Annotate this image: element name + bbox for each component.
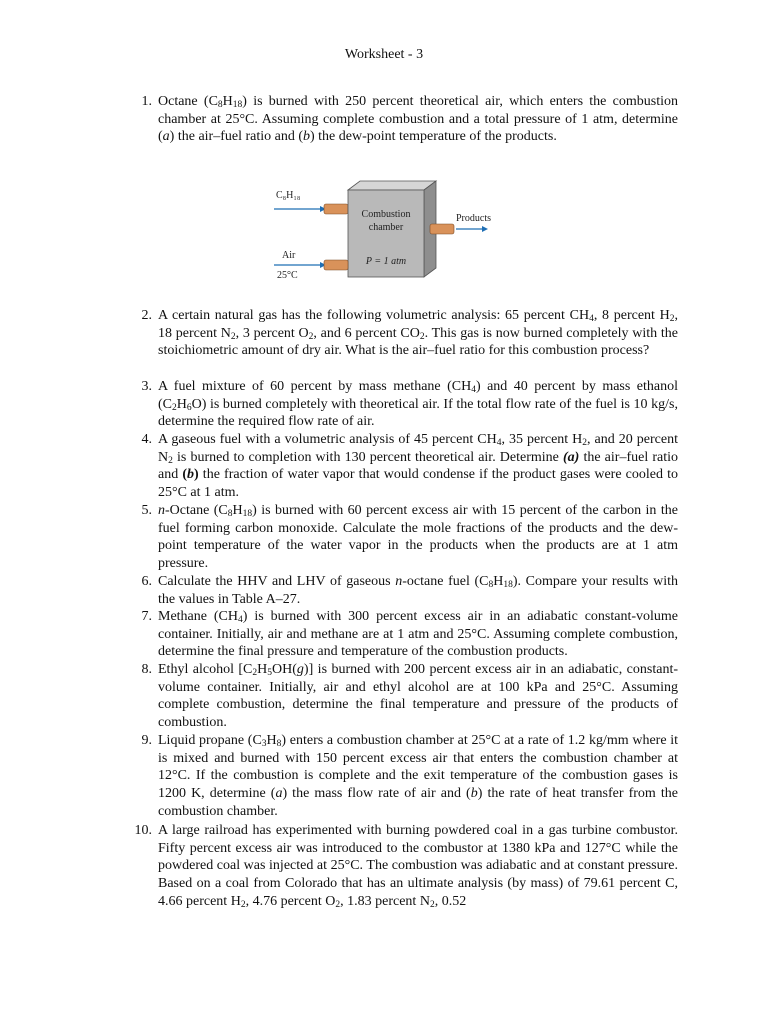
problem-number: 3. bbox=[141, 379, 152, 394]
fuel-pipe bbox=[324, 204, 348, 214]
chamber-label-line2: chamber bbox=[368, 222, 404, 233]
air-temp-label: 25°C bbox=[277, 270, 298, 280]
products-label: Products bbox=[456, 213, 491, 224]
page-title: Worksheet - 3 bbox=[344, 47, 424, 62]
problem-text: Octane $(C_8H_{18})$ is burned with 250 percent theoretical air, which enters the combustion chamber at 25°C. Assuming complete combustion and a total pressure of 1 atm, determine (a) the air–fuel ratio and (b) the dew-point temperature of the products. bbox=[158, 94, 678, 145]
problem-item bbox=[128, 573, 678, 608]
problem-text: A gaseous fuel with a volumetric analysis of 45 percent $CH_4$, 35 percent $H_2$, and 20 percent $N_2$ is burned to completion with 130 percent theoretical air. Determine (a) the air–fuel ratio and (b) the fraction of water vapor that would condense if the product gases were cooled to 25°C at 1 atm. bbox=[158, 432, 679, 501]
problem-number: 6. bbox=[141, 574, 152, 589]
problem-text: Ethyl alcohol $[C_2H_5OH(g)]$ is burned with 200 percent excess air in an adiabatic, constant-volume container. Initially, air and ethyl alcohol are at 100 kPa and 25°C. Assuming complete combustion, determine the final temperature and pressure of the products of combustion. bbox=[158, 662, 678, 731]
problem-item bbox=[128, 502, 678, 573]
problem-item bbox=[128, 608, 678, 661]
combustion-chamber-figure bbox=[270, 180, 510, 280]
chamber-label-line1: Combustion bbox=[361, 209, 411, 220]
problem-text: A large railroad has experimented with burning powdered coal in a gas turbine combustor. Fifty percent excess air was introduced to the combustor at 1380 kPa and 127°C while the powdered coal was injected at 25°C. The combustion was adiabatic and at constant pressure. Based on a coal from Colorado that has an ultimate analysis (by mass) of 79.61 percent C, 4.66 percent $H_2$, 4.76 percent $O_2$, 1.83 percent $N_2$, 0.52 bbox=[158, 823, 678, 910]
problem-item bbox=[128, 307, 678, 360]
problem-text: Calculate the HHV and LHV of gaseous n-octane fuel $(C_8H_{18})$. Compare your results with the values in Table A–27. bbox=[158, 574, 678, 607]
problem-item bbox=[128, 822, 678, 911]
problem-item bbox=[128, 661, 678, 732]
chamber-top bbox=[348, 181, 436, 190]
problem-item bbox=[128, 431, 678, 502]
air-pipe bbox=[324, 260, 348, 270]
problem-number: 5. bbox=[141, 503, 152, 518]
problem-number: 7. bbox=[141, 609, 152, 624]
problem-text: A certain natural gas has the following volumetric analysis: 65 percent $CH_4$, 8 percent $H_2$, 18 percent $N_2$, 3 percent $O_2$, and 6 percent $CO_2$. This gas is now burned completely with the stoichiometric amount of dry air. What is the air–fuel ratio for this combustion process? bbox=[158, 308, 678, 359]
air-label: Air bbox=[282, 250, 296, 261]
problem-number: 8. bbox=[141, 662, 152, 677]
problem-text: A fuel mixture of 60 percent by mass methane $(CH_4)$ and 40 percent by mass ethanol $(C_2H_6O)$ is burned completely with theoretical air. If the total flow rate of the fuel is 10 kg/s, determine the required flow rate of air. bbox=[158, 379, 678, 430]
problem-text: Methane $(CH_4)$ is burned with 300 percent excess air in an adiabatic constant-volume container. Initially, air and methane are at 1 atm and 25°C. Assuming complete combustion, determine the final pressure and temperature of the combustion products. bbox=[158, 609, 679, 660]
problem-number: 10. bbox=[134, 823, 152, 838]
problem-item bbox=[128, 732, 678, 821]
problem-text: Liquid propane $(C_3H_8)$ enters a combustion chamber at 25°C at a rate of 1.2 kg/mm where it is mixed and burned with 150 percent excess air that enters the combustion chamber at 12°C. If the combustion is complete and the exit temperature of the combustion gases is 1200 K, determine (a) the mass flow rate of air and (b) the rate of heat transfer from the combustion chamber. bbox=[158, 733, 678, 819]
problem-number: 1. bbox=[141, 94, 152, 109]
problem-number: 2. bbox=[141, 308, 152, 323]
products-pipe bbox=[430, 224, 454, 234]
fuel-label: C₈H₁₈ bbox=[276, 190, 301, 201]
pressure-label: P = 1 atm bbox=[365, 256, 407, 267]
problem-text: n-Octane $(C_8H_{18})$ is burned with 60 percent excess air with 15 percent of the carbon in the fuel forming carbon monoxide. Calculate the mole fractions of the products and the dew-point temperature of the water vapor in the products when the products are at 1 atm pressure. bbox=[158, 503, 678, 572]
problem-item bbox=[128, 93, 678, 146]
problem-item bbox=[128, 378, 678, 431]
problem-number: 4. bbox=[141, 432, 152, 447]
products-arrow-head bbox=[482, 226, 488, 232]
problem-number: 9. bbox=[141, 733, 152, 748]
